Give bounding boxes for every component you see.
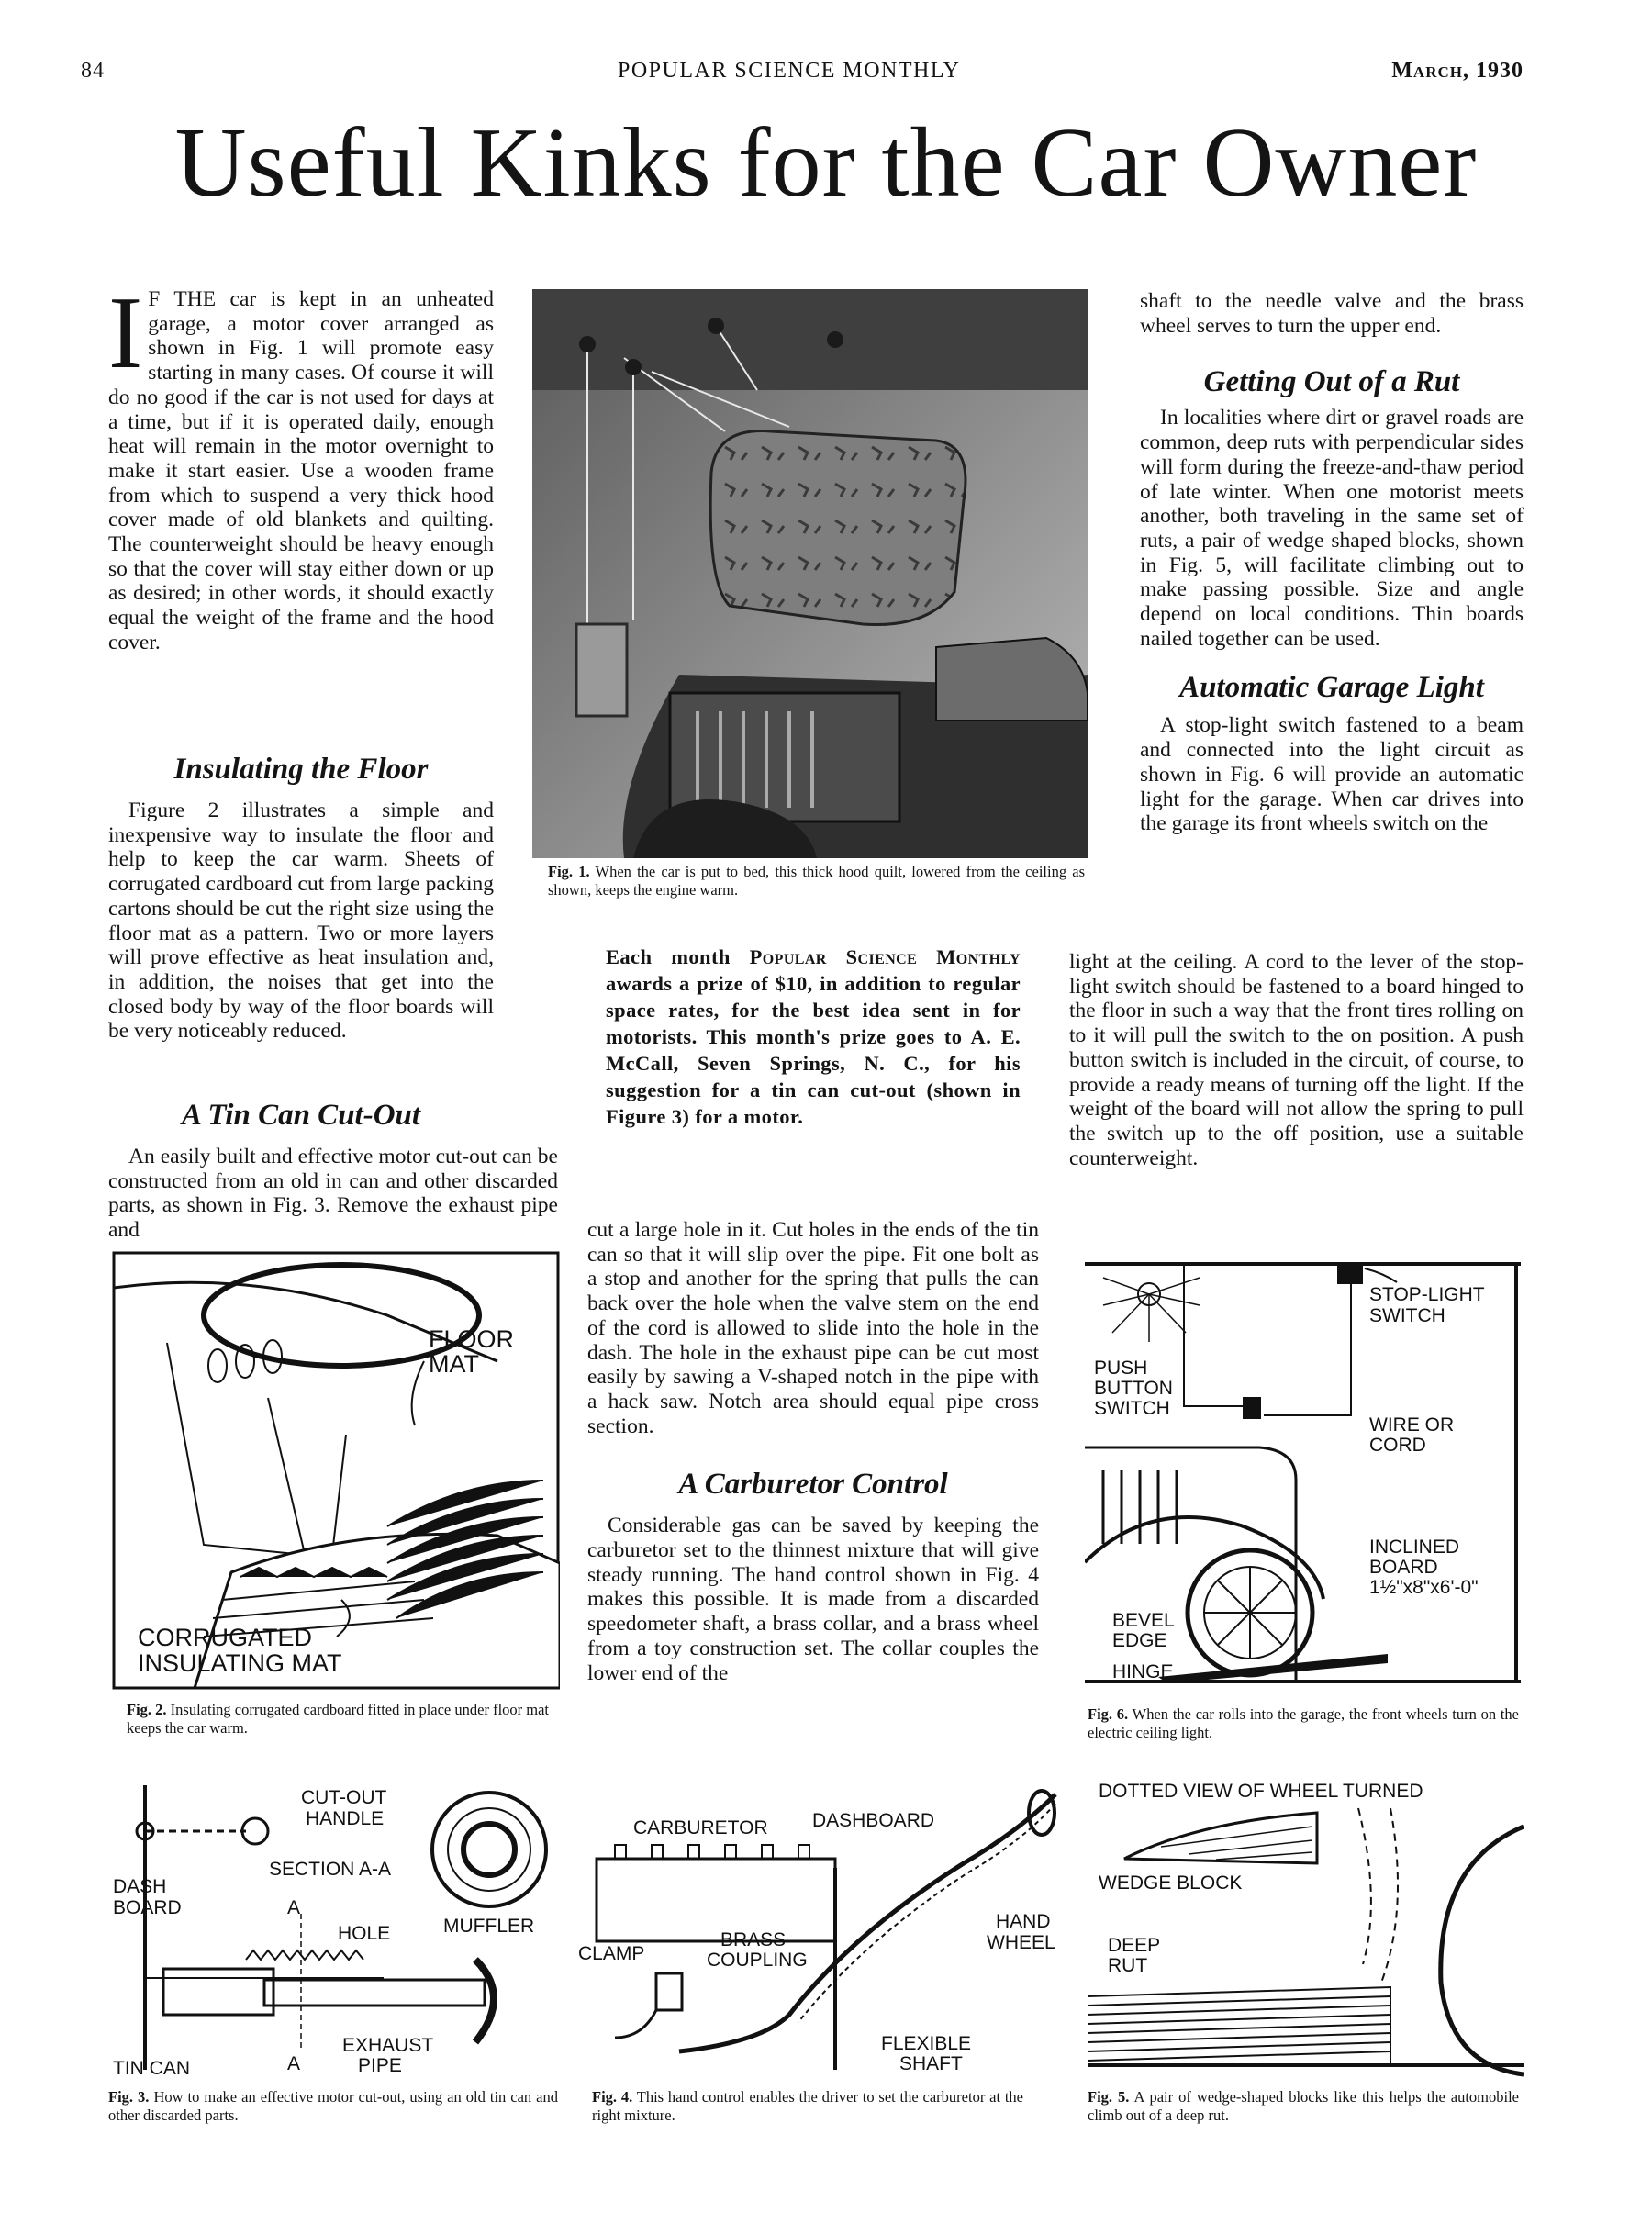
right-column [1140, 289, 1524, 836]
tincan-section [108, 1097, 558, 1243]
tincan-text-b: cut a large hole in it. Cut holes in the ends of the tin can so that it will slip over the pipe. Fit one bolt as a stop and another for the spring that pulls the can back over the hole when the valve stem on the end of the cord is allowed to slide into the hole in the dash. The hole in the exhaust pipe can be cut most easily by sawing a V-shaped notch in the pipe with a hack saw. Notch area should equal pipe cross section. [587, 1218, 1039, 1438]
fig4-label-brass: BRASS [720, 1929, 787, 1950]
fig3-label-exhaust: EXHAUST [342, 2035, 434, 2056]
garage-light-text-b: light at the ceiling. A cord to the lever of the stop-light switch should be fastened to a board hinged to the floor in such a way that the front tires rolling on to it will pull the switch to the on position. A push button switch is included in the circuit, of course, to provide a ready means of turning off the light. If the weight of the board will not allow the spring to pull the switch up to the off position, use a suitable counterweight. [1069, 950, 1524, 1170]
fig4-label-shaft: SHAFT [899, 2053, 963, 2074]
fig2-label-insulating: INSULATING MAT [138, 1649, 342, 1677]
fig6-label-board: BOARD [1369, 1557, 1438, 1578]
fig3-label-a-bottom: A [287, 2053, 301, 2074]
insulating-heading: Insulating the Floor [173, 753, 429, 786]
fig3-label-board: BOARD [113, 1897, 182, 1918]
fig5-caption: Fig. 5. A pair of wedge-shaped blocks like this helps the automobile climb out of a deep rut. [1088, 2088, 1519, 2124]
fig6-label-cord: CORD [1369, 1435, 1426, 1456]
insulating-text: Figure 2 illustrates a simple and inexpensive way to insulate the floor and help to keep the car warm. Sheets of corrugated cardboard cut from large packing cartons should be cut the right size using the floor mat as a pattern. Two or more layers will prove effective as heat insulation and, in addition, the noises that get into the closed body by way of the floor boards will be very noticeably reduced. [108, 799, 494, 1044]
fig2-caption: Fig. 2. Insulating corrugated cardboard fitted in place under floor mat keeps the car warm. [127, 1701, 550, 1737]
fig6-label-button: BUTTON [1094, 1378, 1173, 1399]
fig2-label-floor: FLOOR [429, 1325, 515, 1353]
fig6-label-inclined: INCLINED [1369, 1537, 1460, 1558]
fig3-label-dash: DASH [113, 1876, 167, 1897]
tincan-continued [587, 1218, 1039, 1685]
garage-light-heading: Automatic Garage Light [1179, 671, 1484, 705]
fig6-label-bevel: BEVEL [1112, 1610, 1175, 1631]
fig4-label-coupling: COUPLING [707, 1950, 808, 1971]
fig6-label-push: PUSH [1094, 1358, 1148, 1379]
fig3-label-tincan: TIN CAN [113, 2058, 190, 2079]
fig4-caption: Fig. 4. This hand control enables the driver to set the carburetor at the right mixture. [592, 2088, 1023, 2124]
garage-light-continued [1069, 950, 1524, 1170]
fig5-illustration [1088, 1771, 1524, 2084]
fig3-label-cutout: CUT-OUT [301, 1787, 387, 1808]
carburetor-heading: A Carburetor Control [678, 1468, 948, 1502]
fig6-label-push-switch: SWITCH [1094, 1398, 1170, 1419]
fig5-label-deep: DEEP [1108, 1935, 1161, 1956]
fig3-label-handle: HANDLE [306, 1808, 385, 1829]
fig3-label-pipe: PIPE [358, 2055, 402, 2076]
fig5-label-rut: RUT [1108, 1955, 1148, 1976]
fig4-label-wheel: WHEEL [987, 1932, 1055, 1953]
garage-light-text-a: A stop-light switch fastened to a beam and connected into the light circuit as shown in Fig. 6 will provide an automatic light for the garage. When car drives into the garage its front wheels switch on the [1140, 713, 1524, 836]
fig3-label-muffler: MUFFLER [443, 1916, 535, 1937]
fig4-illustration [578, 1776, 1074, 2084]
fig4-label-dashboard: DASHBOARD [812, 1810, 935, 1831]
fig6-label-hinge: HINGE [1112, 1661, 1174, 1682]
fig6-label-edge: EDGE [1112, 1630, 1167, 1651]
fig5-label-wedge: WEDGE BLOCK [1099, 1872, 1243, 1894]
tincan-text-a: An easily built and effective motor cut-out can be constructed from an old in can and other discarded parts, as shown in Fig. 3. Remove the exhaust pipe and [108, 1145, 558, 1243]
fig1-caption: Fig. 1. When the car is put to bed, this thick hood quilt, lowered from the ceiling as shown, keeps the engine warm. [548, 863, 1086, 899]
fig6-label-switch: SWITCH [1369, 1305, 1446, 1326]
rut-heading: Getting Out of a Rut [1203, 365, 1460, 399]
fig3-label-section: SECTION A-A [269, 1859, 392, 1880]
magazine-name: POPULAR SCIENCE MONTHLY [618, 59, 961, 83]
fig3-illustration [108, 1776, 558, 2084]
col3-top-text: shaft to the needle valve and the brass wheel serves to turn the upper end. [1140, 289, 1524, 338]
fig3-caption: Fig. 3. How to make an effective motor cut-out, using an old tin can and other discarded parts. [108, 2088, 559, 2124]
fig2-illustration [112, 1251, 560, 1690]
issue-date: March, 1930 [1391, 59, 1524, 83]
fig4-label-clamp: CLAMP [578, 1943, 645, 1964]
fig6-label-stoplight: STOP-LIGHT [1369, 1284, 1485, 1305]
rut-text: In localities where dirt or gravel roads are common, deep ruts with perpendicular sides will form during the freeze-and-thaw period of late winter. When one motorist meets another, both traveling in the same set of ruts, a pair of wedge shaped blocks, shown in Fig. 5, will facilitate climbing out to make passing possible. Size and angle depend on local conditions. Thin boards nailed together can be used. [1140, 406, 1524, 651]
fig1-photo [532, 289, 1088, 858]
drop-cap: I [108, 276, 143, 390]
article-title: Useful Kinks for the Car Owner [174, 108, 1478, 218]
fig6-label-wire: WIRE OR [1369, 1414, 1455, 1436]
intro-text: F THE car is kept in an unheated garage, a motor cover arranged as shown in Fig. 1 will promote easy starting in many cases. Of course it will do no good if the car is not used for days at a time, but if it is operated daily, enough heat will remain in the motor overnight to make it start easier. Use a wooden frame from which to suspend a very thick hood cover made of old blankets and quilting. The counterweight should be heavy enough so that the cover will stay either down or up as desired; in other words, it should exactly equal the weight of the frame and the hood cover. [108, 287, 494, 654]
prize-notice: Each month Popular Science Monthly awards a prize of $10, in addition to regular space rates, for the best idea sent in for motorists. This month's prize goes to A. E. McCall, Seven Springs, N. C., for his suggestion for a tin can cut-out (shown in Figure 3) for a motor. [606, 945, 1021, 1128]
fig3-label-a-top: A [287, 1897, 301, 1918]
fig6-illustration [1085, 1250, 1521, 1691]
fig4-label-flexible: FLEXIBLE [881, 2033, 972, 2054]
intro-column [108, 276, 494, 655]
fig5-label-dotted: DOTTED VIEW OF WHEEL TURNED [1099, 1781, 1423, 1802]
fig4-label-hand: HAND [996, 1911, 1051, 1932]
page-number: 84 [81, 59, 105, 83]
carburetor-text: Considerable gas can be saved by keeping the carburetor set to the thinnest mixture that will give steady running. The hand control shown in Fig. 4 makes this possible. It is made from a discarded speedometer shaft, a brass collar, and a brass wheel from a toy construction set. The collar couples the lower end of the [587, 1514, 1039, 1685]
fig6-label-dimensions: 1½"x8"x6'-0" [1369, 1577, 1479, 1598]
fig4-label-carburetor: CARBURETOR [633, 1817, 768, 1838]
insulating-section [108, 751, 494, 1044]
fig2-label-mat: MAT [429, 1350, 479, 1378]
tincan-heading: A Tin Can Cut-Out [181, 1099, 421, 1132]
fig3-label-hole: HOLE [338, 1923, 391, 1944]
fig2-label-corrugated: CORRUGATED [138, 1624, 313, 1651]
fig6-caption: Fig. 6. When the car rolls into the garage, the front wheels turn on the electric ceiling light. [1088, 1705, 1520, 1741]
